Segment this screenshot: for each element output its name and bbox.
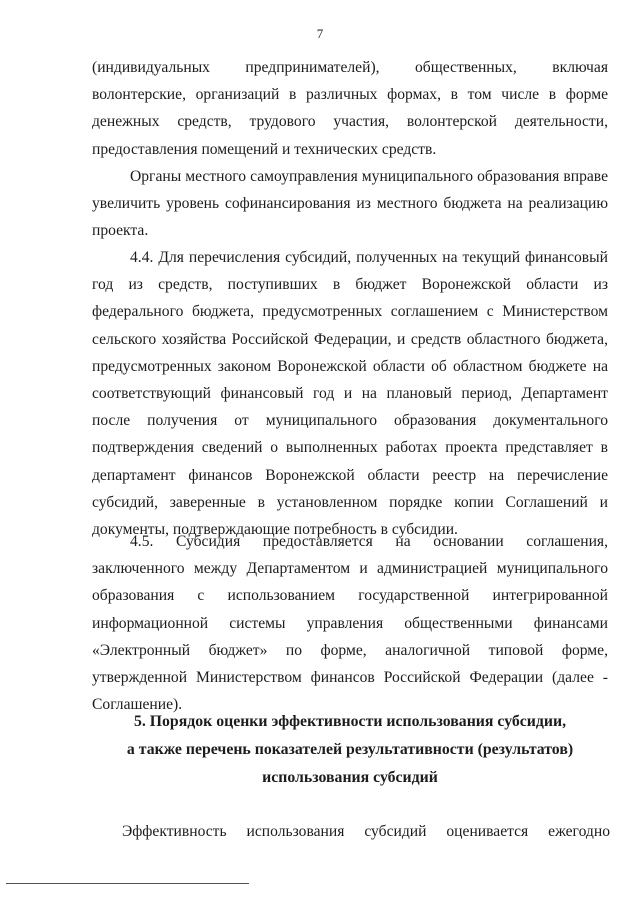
paragraph-cofinancing: Органы местного самоуправления муниципального образования вправе увеличить уровень софинансирования из местного бюджета на реализацию проекта. [92,168,608,240]
paragraph-4-5: 4.5. Субсидия предоставляется на основании соглашения, заключенного между Департаментом и администрацией муниципального образования с использованием государственной интегрированной информационной системы управления общественными финансами «Электронный бюджет» по форме, аналогичной типовой форме, утвержденной Министерством финансов Российской Федерации (далее - Соглашение). [92,533,608,714]
section-heading-line-1: 5. Порядок оценки эффективности использования субсидии, [133,713,567,730]
paragraph-efficiency-start: Эффективность использования субсидий оценивается ежегодно [122,823,610,840]
paragraph-4-4: 4.4. Для перечисления субсидий, полученных на текущий финансовый год из средств, поступивших в бюджет Воронежской области из федерального бюджета, предусмотренных соглашением с Министерством сельского хозяйства Российской Федерации, и средств областного бюджета, предусмотренных законом Воронежской области об областном бюджете на соответствующий финансовый год и на плановый период, Департамент после получения от муниципального образования документального подтверждения сведений о выполненных работах проекта представляет в департамент финансов Воронежской области реестр на перечисление субсидий, заверенные в установленном порядке копии Соглашений и документы, подтверждающие потребность в субсидии. [92,249,608,539]
paragraph-continuation: (индивидуальных предпринимателей), общественных, включая волонтерские, организаций в различных формах, в том числе в форме денежных средств, трудового участия, волонтерской деятельности, предоставления помещений и технических средств. [92,59,608,158]
section-heading [92,708,608,792]
page-number: 7 [316,26,324,41]
footer-rule [6,883,249,884]
section-heading-line-2: а также перечень показателей результативности (результатов) [126,741,574,758]
section-heading-line-3: использования субсидий [262,769,438,786]
